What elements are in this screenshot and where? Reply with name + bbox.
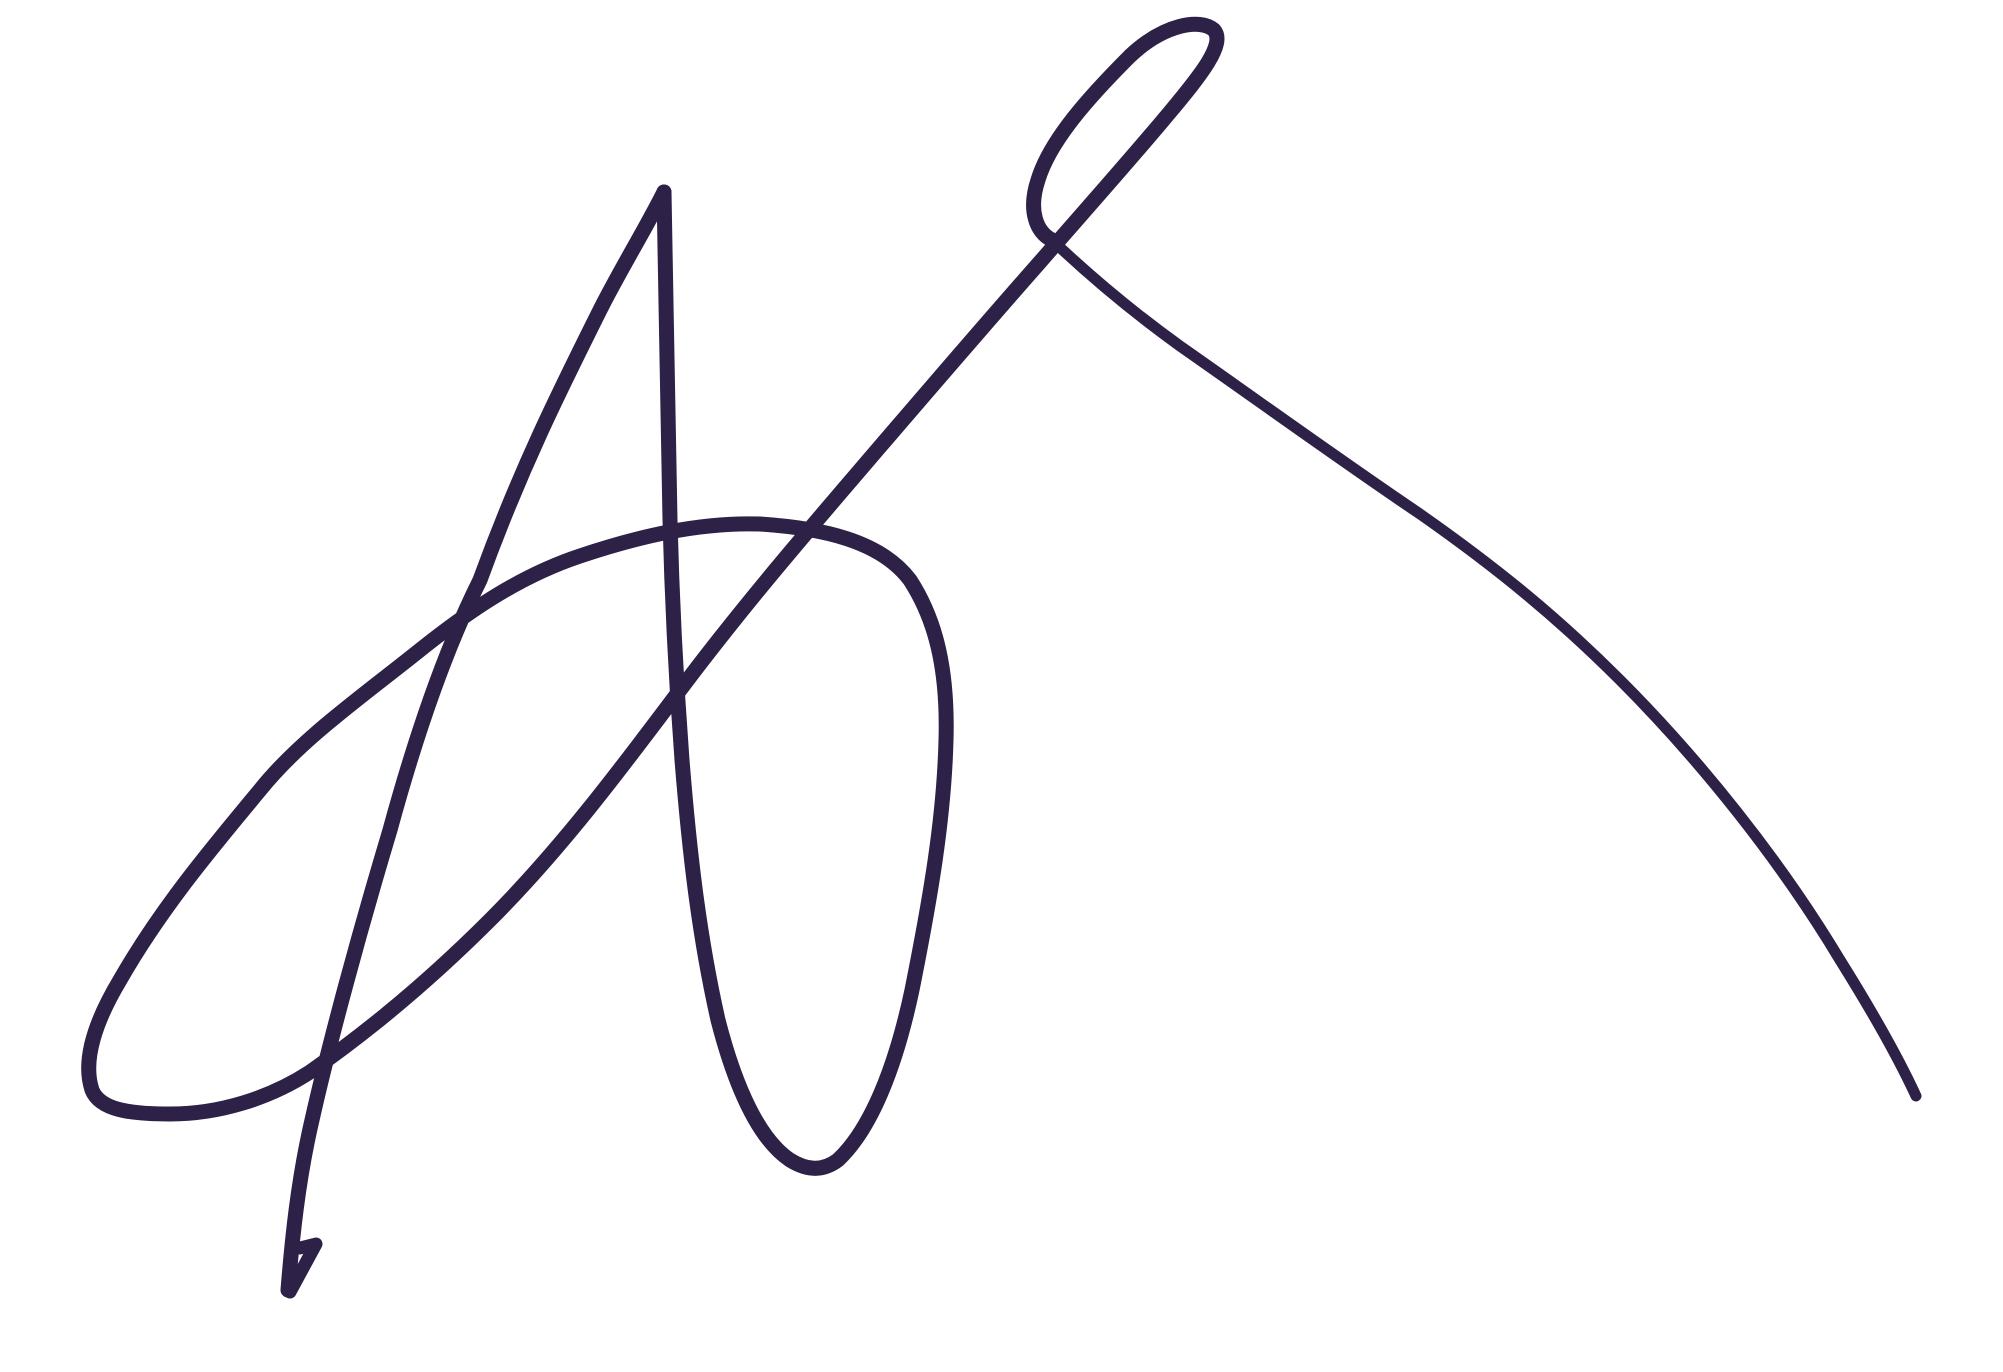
signature-stroke-vertical-loop <box>89 24 1217 1168</box>
signature-stroke-left-leg <box>288 192 664 1290</box>
signature-stroke-tail <box>1052 240 1916 1096</box>
